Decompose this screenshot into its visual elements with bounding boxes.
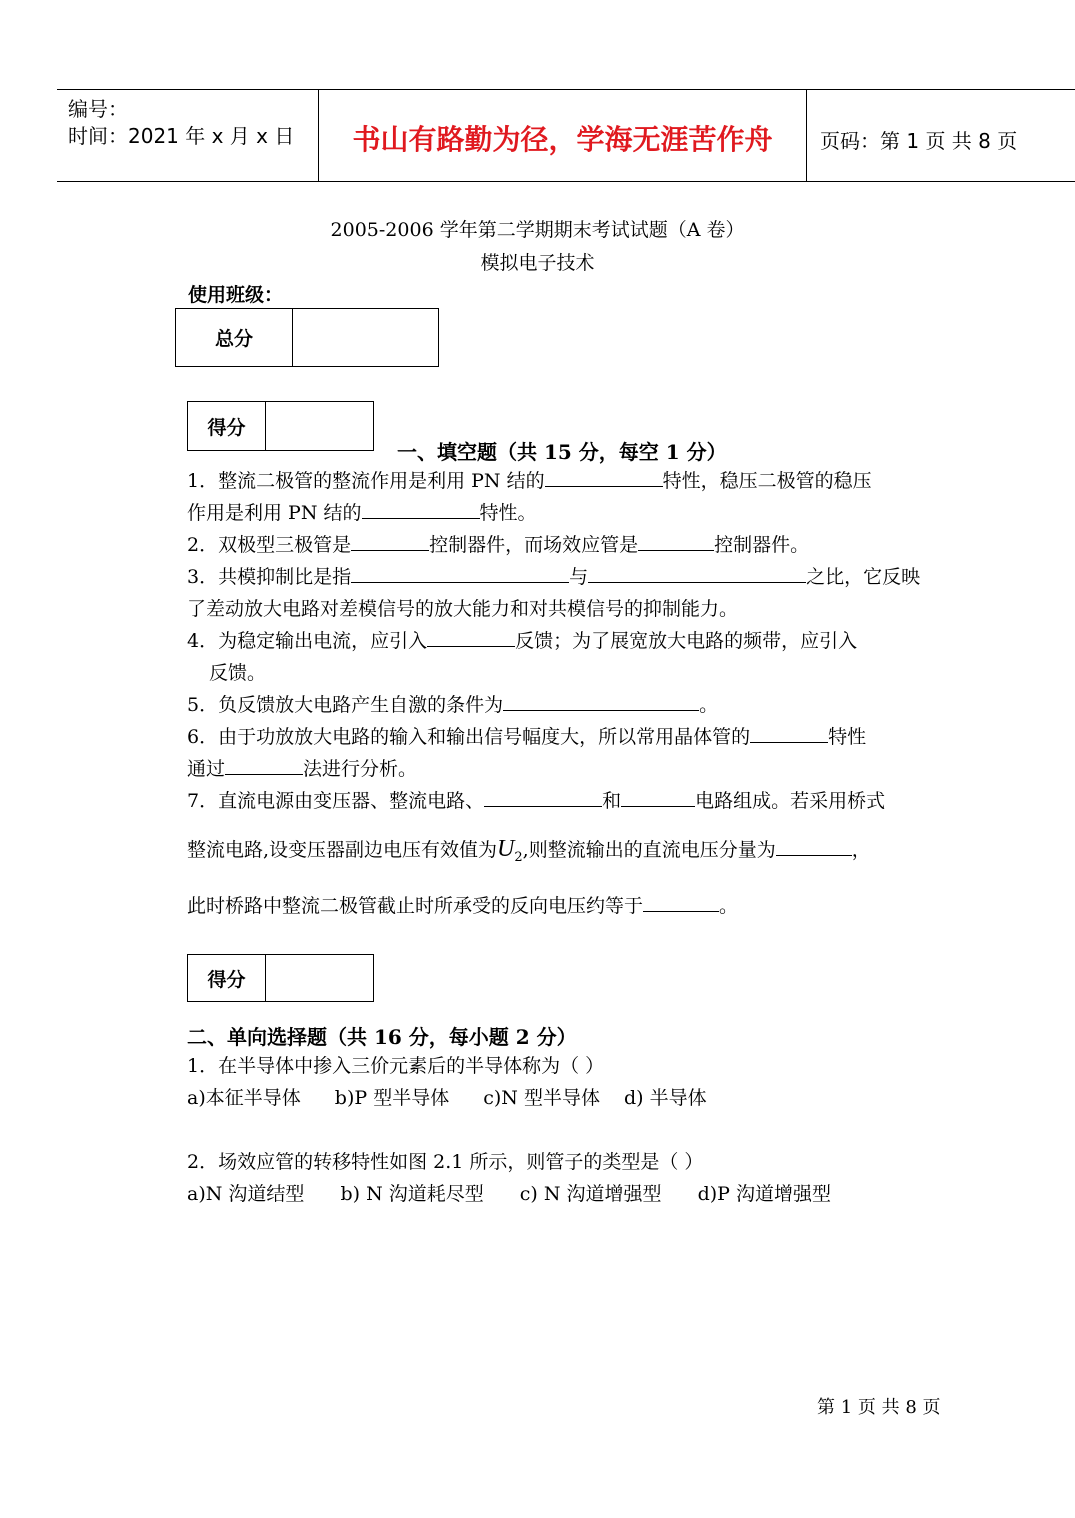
score-box-2 xyxy=(187,954,374,1002)
date-line: 时间：2021 年 x 月 x 日 xyxy=(68,124,295,148)
q3-line1: 3．共模抑制比是指 与 之比，它反映 xyxy=(187,566,921,588)
section1-questions xyxy=(187,465,967,922)
u-subscript: 2 xyxy=(514,849,523,865)
q6-line2: 通过 法进行分析。 xyxy=(187,758,418,780)
q5-blank[interactable] xyxy=(503,692,699,711)
q4-line1: 4．为稳定输出电流，应引入 反馈；为了展宽放大电路的频带，应引入 xyxy=(187,630,858,652)
exam-title: 2005-2006 学年第二学期期末考试试题（A 卷） xyxy=(330,219,745,241)
q7-blank4[interactable] xyxy=(643,893,719,912)
s2-q2-option-b[interactable]: b) N 沟道耗尽型 xyxy=(340,1183,484,1205)
s2-q1-option-b[interactable]: b)P 型半导体 xyxy=(334,1087,450,1109)
score-label-2: 得分 xyxy=(188,955,266,1002)
s2-q1-options xyxy=(187,1082,987,1114)
q3-blank1[interactable] xyxy=(351,564,569,583)
q2-blank2[interactable] xyxy=(638,532,714,551)
s2-q2-option-c[interactable]: c) N 沟道增强型 xyxy=(519,1183,662,1205)
q2-line: 2．双极型三极管是 控制器件，而场效应管是 控制器件。 xyxy=(187,534,810,556)
s2-q2-option-d[interactable]: d)P 沟道增强型 xyxy=(697,1183,831,1205)
number-label: 编号： xyxy=(68,97,128,121)
exam-subject: 模拟电子技术 xyxy=(480,252,595,274)
class-label: 使用班级： xyxy=(188,284,284,306)
q7-line3: 此时桥路中整流二极管截止时所承受的反向电压约等于 。 xyxy=(187,894,739,917)
q6-line1: 6．由于功放放大电路的输入和输出信号幅度大，所以常用晶体管的 特性 xyxy=(187,726,867,748)
score-cell-1[interactable] xyxy=(266,402,374,451)
q3-blank2[interactable] xyxy=(588,564,806,583)
q1-blank2[interactable] xyxy=(362,500,480,519)
s2-q2-options xyxy=(187,1178,987,1210)
s2-q1-option-d[interactable]: d) 半导体 xyxy=(624,1087,707,1109)
header-bottom-rule xyxy=(57,181,1075,182)
q1-blank1[interactable] xyxy=(545,468,663,487)
q2-blank1[interactable] xyxy=(351,532,429,551)
q7-blank2[interactable] xyxy=(621,788,695,807)
q1-line1: 1．整流二极管的整流作用是利用 PN 结的 特性，稳压二极管的稳压 xyxy=(187,470,872,492)
section1-heading: 一、填空题（共 15 分，每空 1 分） xyxy=(397,440,727,464)
header-divider-right xyxy=(806,89,807,182)
total-label: 总分 xyxy=(176,309,293,367)
q7-line2: 整流电路,设变压器副边电压有效值为$U_2$,则整流输出的直流电压分量为 ， xyxy=(187,836,871,865)
q7-blank3[interactable] xyxy=(776,837,852,856)
score-cell-2[interactable] xyxy=(266,955,374,1002)
score-label: 得分 xyxy=(188,402,266,451)
s2-q2-option-a[interactable]: a)N 沟道结型 xyxy=(187,1183,305,1205)
u-symbol: U xyxy=(497,836,515,862)
total-score-box xyxy=(175,308,439,367)
q7-blank1[interactable] xyxy=(484,788,602,807)
q7-line1: 7．直流电源由变压器、整流电路、 和 电路组成。若采用桥式 xyxy=(187,790,886,812)
motto: 书山有路勤为径，学海无涯苦作舟 xyxy=(352,123,773,156)
section2-heading: 二、单向选择题（共 16 分，每小题 2 分） xyxy=(187,1025,577,1049)
q1-line2: 作用是利用 PN 结的 特性。 xyxy=(187,502,537,524)
q3-line2: 了差动放大电路对差模信号的放大能力和对共模信号的抑制能力。 xyxy=(187,598,739,620)
score-box-1 xyxy=(187,401,374,451)
s2-q2-text: 2．场效应管的转移特性如图 2.1 所示，则管子的类型是（ ） xyxy=(187,1151,704,1173)
header-top-rule xyxy=(57,89,1075,90)
q4-line2: 反馈。 xyxy=(209,662,267,684)
s2-q1-text: 1．在半导体中掺入三价元素后的半导体称为（ ） xyxy=(187,1055,605,1077)
page-info: 页码：第 1 页 共 8 页 xyxy=(820,129,1018,153)
q4-blank1[interactable] xyxy=(427,628,515,647)
q6-blank1[interactable] xyxy=(750,724,828,743)
s2-q1-option-c[interactable]: c)N 型半导体 xyxy=(483,1087,600,1109)
total-score-cell[interactable] xyxy=(293,309,439,367)
q5-line: 5．负反馈放大电路产生自激的条件为 。 xyxy=(187,694,719,716)
footer-page-number: 第 1 页 共 8 页 xyxy=(817,1397,941,1418)
section2-questions xyxy=(187,1050,987,1210)
s2-q1-option-a[interactable]: a)本征半导体 xyxy=(187,1087,301,1109)
q6-blank2[interactable] xyxy=(225,756,303,775)
